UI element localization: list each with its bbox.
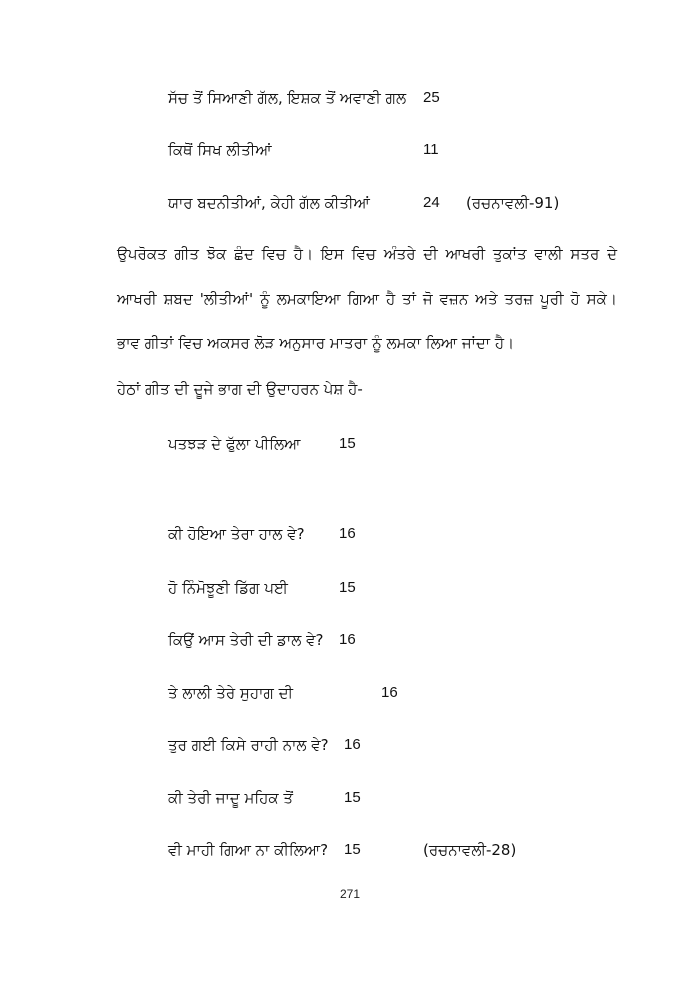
verse-text: ਯਾਰ ਬਦਨੀਤੀਆਂ, ਕੇਹੀ ਗੱਲ ਕੀਤੀਆਂ bbox=[168, 194, 370, 212]
syllable-count: 24 bbox=[423, 194, 440, 211]
verse-text: ਕੀ ਤੇਰੀ ਜਾਦੂ ਮਹਿਕ ਤੋਂ bbox=[168, 789, 293, 807]
syllable-count: 16 bbox=[344, 736, 361, 753]
intro-line: ਹੇਠਾਂ ਗੀਤ ਦੀ ਦੂਜੇ ਭਾਗ ਦੀ ਉਦਾਹਰਨ ਪੇਸ਼ ਹੈ- bbox=[117, 380, 363, 398]
paragraph-line: ਆਖਰੀ ਸ਼ਬਦ 'ਲੀਤੀਆਂ' ਨੂੰ ਲਮਕਾਇਆ ਗਿਆ ਹੈ ਤਾਂ ਜੋ ਵਜ਼ਨ ਅਤੇ ਤਰਜ਼ ਪੂਰੀ ਹੋ ਸਕੇ। bbox=[117, 290, 617, 308]
page-number: 271 bbox=[339, 887, 361, 901]
syllable-count: 15 bbox=[344, 789, 361, 806]
syllable-count: 15 bbox=[344, 841, 361, 858]
syllable-count: 15 bbox=[339, 435, 356, 452]
verse-text: ਕੀ ਹੋਇਆ ਤੇਰਾ ਹਾਲ ਵੇ? bbox=[168, 525, 305, 543]
source-reference: (ਰਚਨਾਵਲੀ-28) bbox=[423, 841, 517, 859]
syllable-count: 16 bbox=[381, 684, 398, 701]
syllable-count: 16 bbox=[339, 631, 356, 648]
syllable-count: 11 bbox=[423, 141, 439, 158]
verse-text: ਵੀ ਮਾਹੀ ਗਿਆ ਨਾ ਕੀਲਿਆ? bbox=[168, 841, 329, 859]
syllable-count: 16 bbox=[339, 525, 356, 542]
verse-text: ਕਿਥੋਂ ਸਿਖ ਲੀਤੀਆਂ bbox=[168, 141, 272, 159]
syllable-count: 15 bbox=[339, 579, 356, 596]
paragraph-line: ਭਾਵ ਗੀਤਾਂ ਵਿਚ ਅਕਸਰ ਲੋੜ ਅਨੁਸਾਰ ਮਾਤਰਾ ਨੂੰ ਲਮਕਾ ਲਿਆ ਜਾਂਦਾ ਹੈ। bbox=[117, 334, 515, 352]
verse-text: ਹੋ ਨਿੰਮੋਝੂਣੀ ਡਿੱਗ ਪਈ bbox=[168, 579, 288, 597]
syllable-count: 25 bbox=[423, 89, 440, 106]
verse-text: ਕਿਉਂ ਆਸ ਤੇਰੀ ਦੀ ਡਾਲ ਵੇ? bbox=[168, 631, 324, 649]
paragraph-line: ਉਪਰੋਕਤ ਗੀਤ ਝੋਕ ਛੰਦ ਵਿਚ ਹੈ। ਇਸ ਵਿਚ ਅੰਤਰੇ ਦੀ ਆਖਰੀ ਤੁਕਾਂਤ ਵਾਲੀ ਸਤਰ ਦੇ bbox=[117, 245, 617, 263]
verse-text: ਪਤਝੜ ਦੇ ਫੁੱਲਾ ਪੀਲਿਆ bbox=[168, 435, 301, 453]
verse-text: ਸੱਚ ਤੋਂ ਸਿਆਣੀ ਗੱਲ, ਇਸ਼ਕ ਤੋਂ ਅਵਾਣੀ ਗਲ bbox=[168, 89, 407, 107]
verse-text: ਤੁਰ ਗਈ ਕਿਸੇ ਰਾਹੀ ਨਾਲ ਵੇ? bbox=[168, 736, 329, 754]
source-reference: (ਰਚਨਾਵਲੀ-91) bbox=[466, 194, 560, 212]
verse-text: ਤੇ ਲਾਲੀ ਤੇਰੇ ਸੁਹਾਗ ਦੀ bbox=[168, 684, 294, 702]
